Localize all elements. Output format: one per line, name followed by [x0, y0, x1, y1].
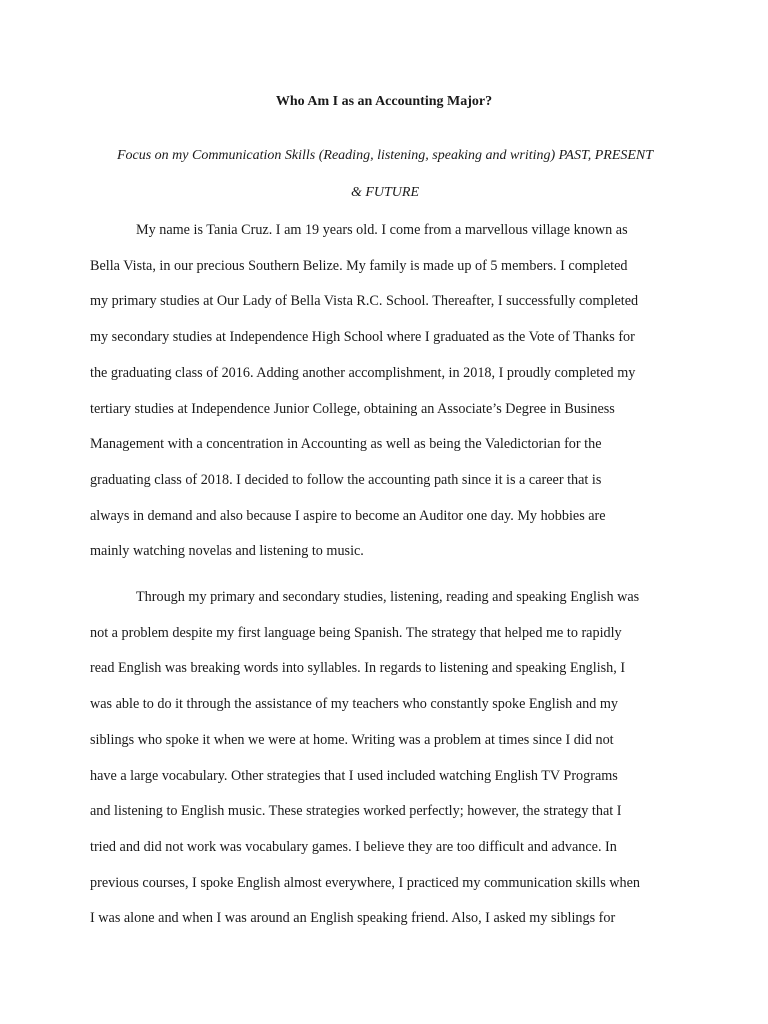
paragraph-line: tertiary studies at Independence Junior College, obtaining an Associate’s Degree in Business — [90, 400, 615, 417]
paragraph-line: the graduating class of 2016. Adding another accomplishment, in 2018, I proudly completed my — [90, 364, 636, 381]
paragraph-2 — [90, 580, 680, 937]
paragraph-line: previous courses, I spoke English almost everywhere, I practiced my communication skills when — [90, 874, 641, 891]
paragraph-line: My name is Tania Cruz. I am 19 years old. I come from a marvellous village known as — [136, 222, 628, 238]
paragraph-line: and listening to English music. These strategies worked perfectly; however, the strategy that I — [90, 803, 622, 820]
paragraph-line: tried and did not work was vocabulary games. I believe they are too difficult and advance. In — [90, 838, 617, 855]
paragraph-line: Bella Vista, in our precious Southern Belize. My family is made up of 5 members. I completed — [90, 257, 628, 274]
paragraph-line: Management with a concentration in Accounting as well as being the Valedictorian for the — [90, 436, 602, 453]
document-title: Who Am I as an Accounting Major? — [275, 94, 493, 109]
paragraph-line: not a problem despite my first language being Spanish. The strategy that helped me to rapidly — [90, 624, 622, 641]
paragraph-line: have a large vocabulary. Other strategies that I used included watching English TV Programs — [90, 767, 618, 784]
paragraph-line: graduating class of 2018. I decided to follow the accounting path since it is a career that is — [90, 471, 602, 488]
subtitle-line: & FUTURE — [350, 185, 420, 200]
paragraph-1 — [90, 213, 680, 570]
subtitle-line: Focus on my Communication Skills (Reading, listening, speaking and writing) PAST, PRESENT — [116, 148, 654, 163]
paragraph-line: was able to do it through the assistance of my teachers who constantly spoke English and my — [90, 696, 618, 713]
paragraph-line: siblings who spoke it when we were at home. Writing was a problem at times since I did not — [90, 731, 614, 748]
document-subtitle — [90, 137, 680, 211]
paragraph-line: my primary studies at Our Lady of Bella Vista R.C. School. Thereafter, I successfully completed — [90, 293, 639, 310]
paragraph-line: I was alone and when I was around an English speaking friend. Also, I asked my siblings for — [90, 910, 616, 927]
paragraph-line: my secondary studies at Independence High School where I graduated as the Vote of Thanks for — [90, 329, 635, 346]
paragraph-line: mainly watching novelas and listening to music. — [90, 543, 364, 560]
paragraph-line: read English was breaking words into syllables. In regards to listening and speaking English, I — [90, 660, 626, 677]
paragraph-line: always in demand and also because I aspire to become an Auditor one day. My hobbies are — [90, 507, 606, 524]
paragraph-line: Through my primary and secondary studies, listening, reading and speaking English was — [136, 589, 640, 605]
